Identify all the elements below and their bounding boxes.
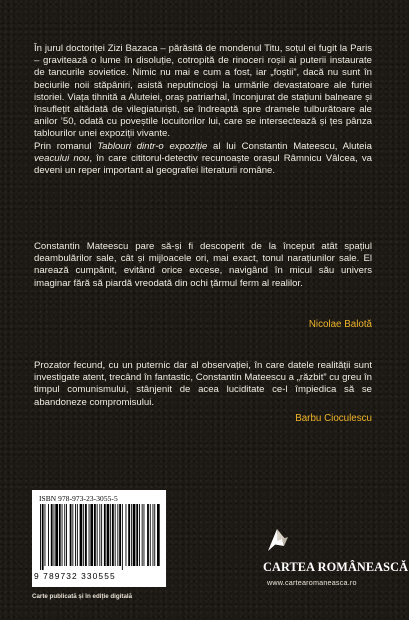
publisher-name: CARTEA ROMÂNEASCĂ [263, 560, 409, 574]
book-title: Tablouri dintr-o expoziție [97, 140, 208, 152]
quote-text: Prozator fecund, cu un puternic dar al observației, în care datele realității sunt investigate atent, trecând în fantastic, Constantin Mateescu a „răzbit” cu greu în timpul comunismului, stânjenit de acea luciditate ce-l împiedica să se abandoneze compromisului. [34, 360, 372, 408]
italic-phrase: veacului nou [34, 152, 90, 164]
blurb-paragraph-1: În jurul doctoriței Zizi Bazaca – părăsită de mondenul Titu, soțul ei fugit la Paris – gravitează o lume în disoluție, cotropită de rinoceri roșii ai puterii instaurate de tancurile sovietice. Nimic nu mai e cum a fost, iar „foștii”, dacă nu sunt în beciurile noii stăpâniri, asistă neputincioși la urmările devastatoare ale furiei istoriei. Viața tihnită a Aluteiei, oraș patriarhal, înconjurat de stațiuni balneare și însuflețit altădată de vilegiaturiști, se îndreaptă spre dramele tulburătoare ale anilor ’50, odată cu poveștile locuitorilor lui, care se intersectează și țes pânza tablourilor unei expoziții vivante. [34, 43, 372, 140]
blurb-text: , în care cititorul-detectiv recunoaște orașul Râmnicu Vâlcea, va deveni un reper important al geografiei literaturii române. [34, 152, 372, 177]
barcode [40, 504, 160, 570]
barcode-digits: 9 789732 330555 [34, 571, 116, 581]
quote-text: Constantin Mateescu pare să-și fi descoperit de la început atât spațiul deambulărilor sale, cât și mijloacele ori, mai exact, tonul narațiunilor sale. El narează cumpănit, evitând orice excese, navigând în micul său univers imaginar fără să piardă vreodată din ochi țărmul ferm al realilor. [34, 241, 372, 289]
blurb [34, 43, 372, 177]
quote-author: Nicolae Balotă [308, 319, 372, 330]
blurb-text: al lui Constantin Mateescu, Aluteia [207, 140, 372, 152]
publisher-url[interactable]: www.cartearomaneasca.ro [267, 578, 357, 587]
quote-cioculescu [34, 360, 372, 409]
isbn-barcode-box [32, 490, 166, 587]
blurb-paragraph-2 [34, 141, 372, 178]
isbn-label: ISBN 978-973-23-3055-5 [39, 494, 118, 503]
edition-note: Carte publicată și în ediție digitală [32, 593, 133, 600]
blurb-text: Prin romanul [34, 140, 98, 152]
quote-author: Barbu Cioculescu [295, 413, 372, 424]
paper-crane-icon [264, 526, 290, 554]
quote-balota [34, 241, 372, 290]
